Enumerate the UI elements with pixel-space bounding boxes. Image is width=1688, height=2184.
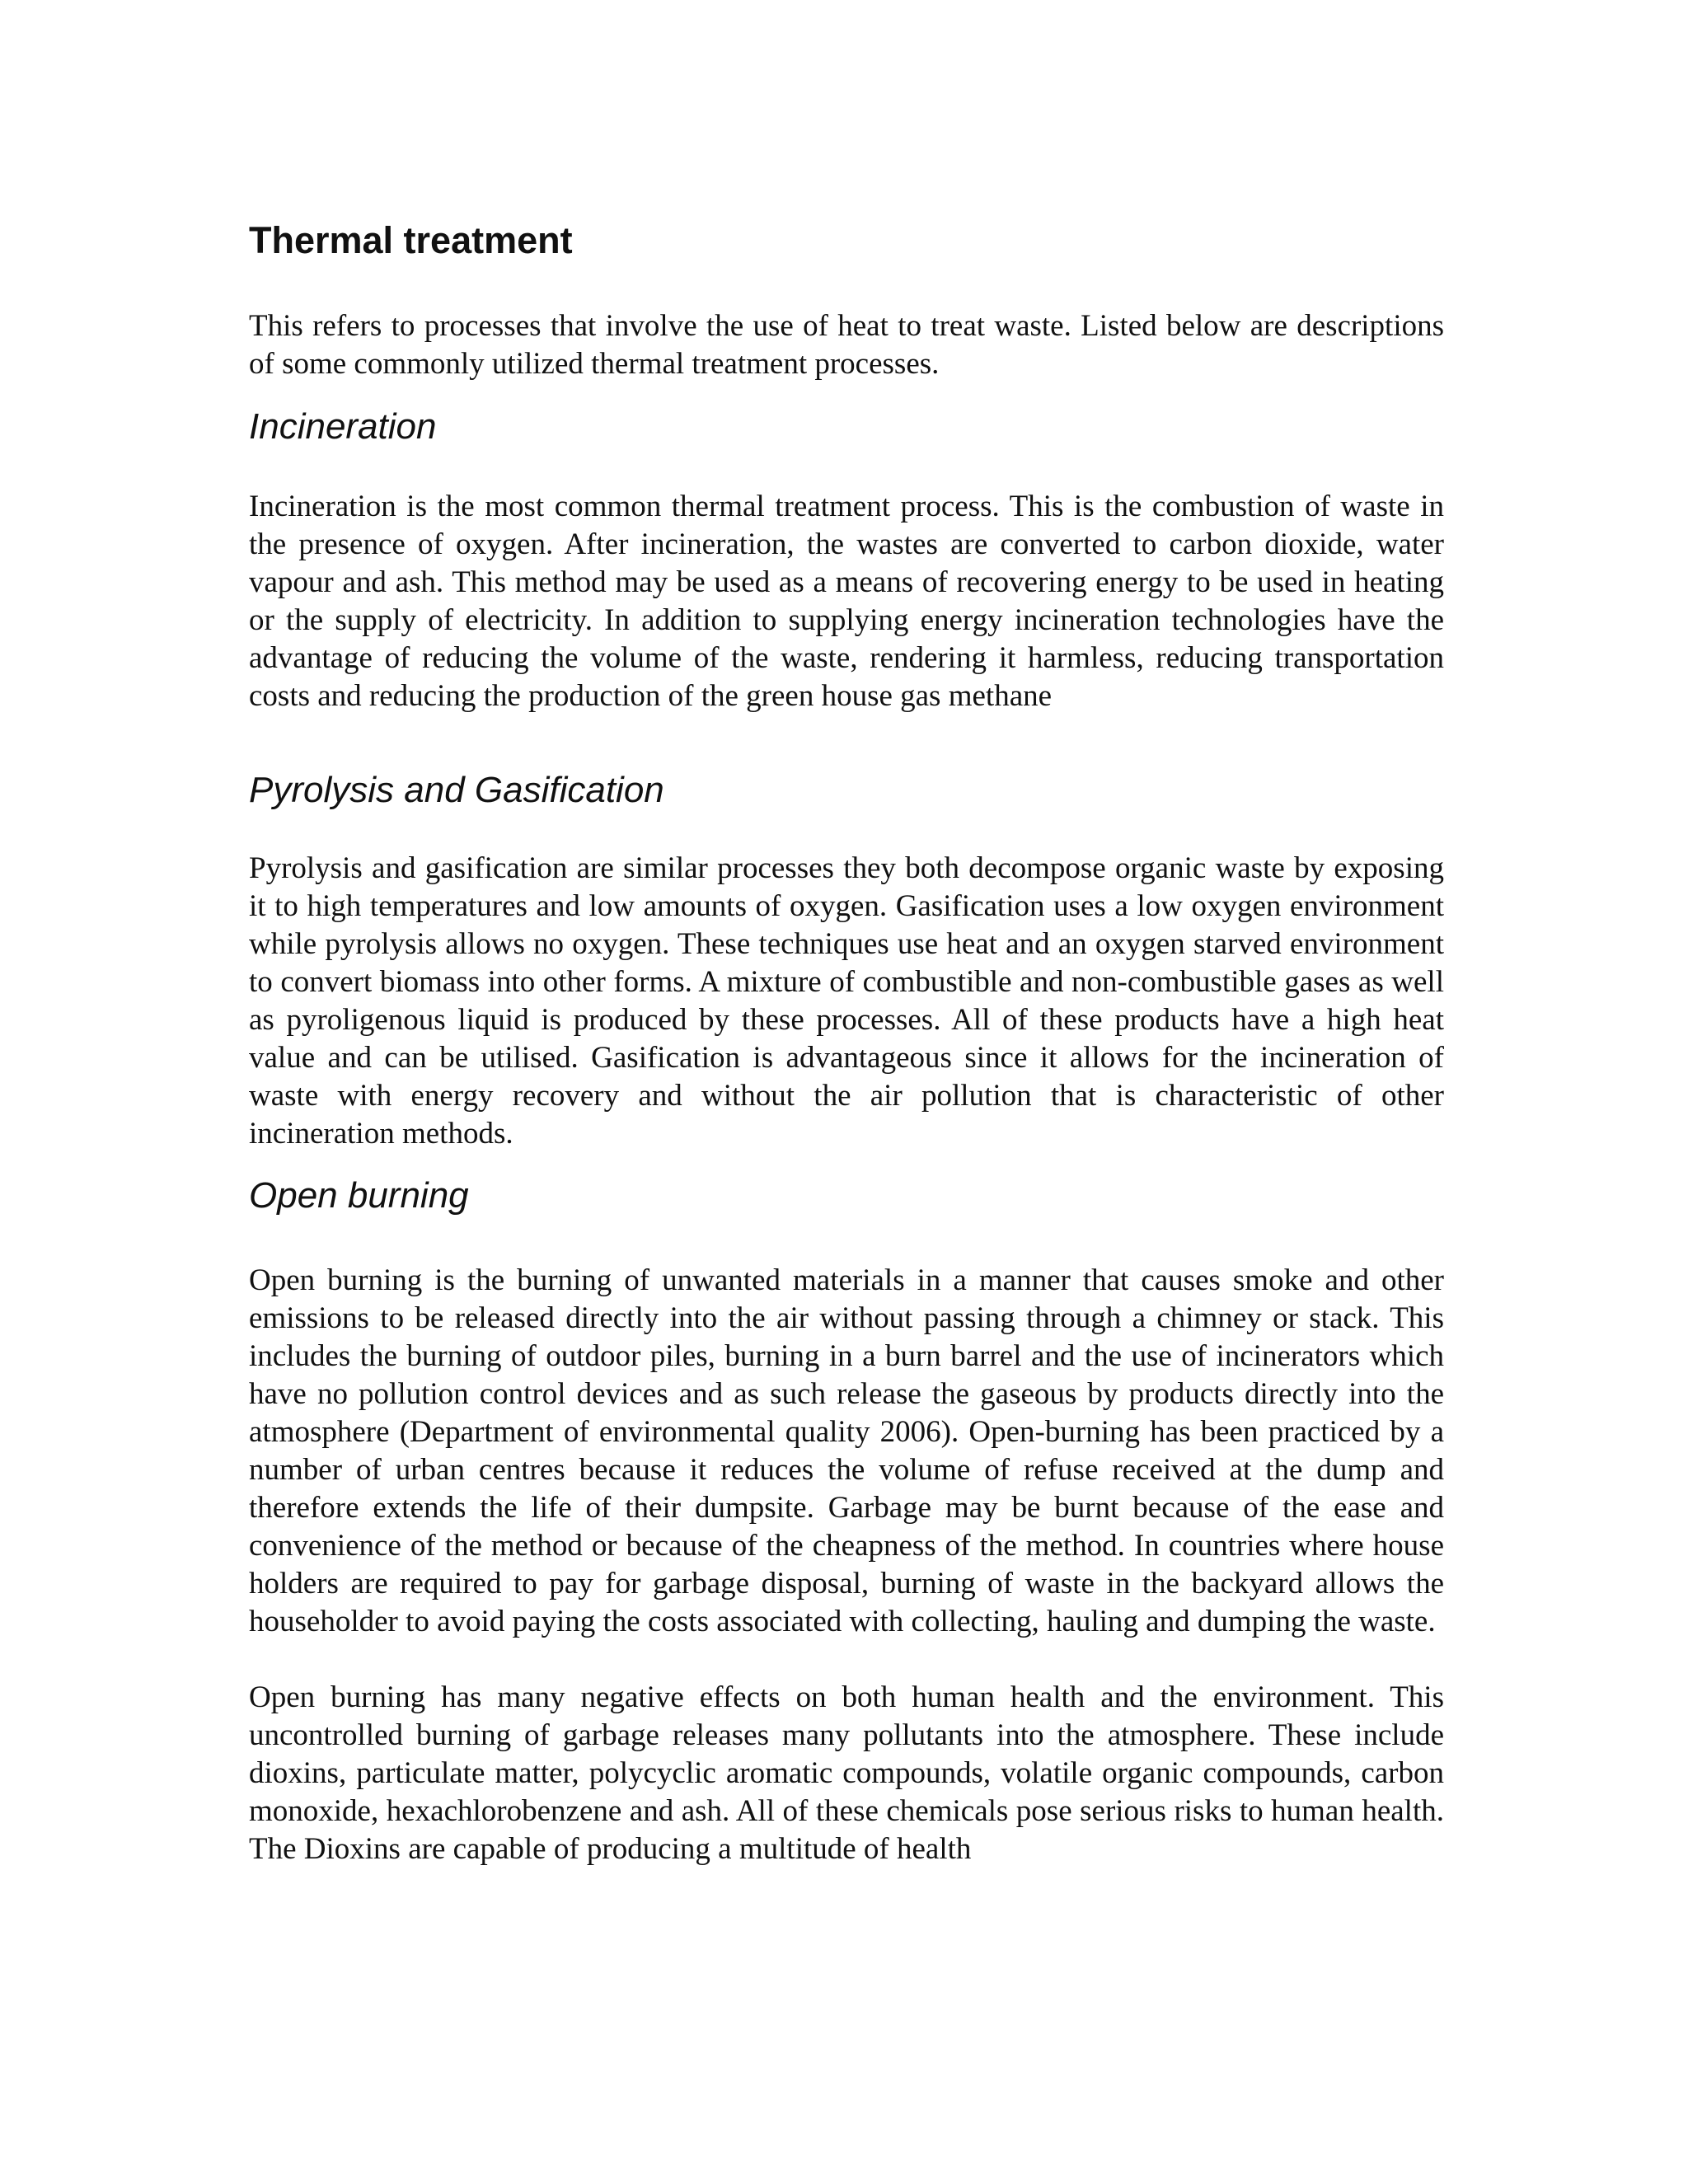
intro-paragraph: This refers to processes that involve the use of heat to treat waste. Listed below are descriptions of some commonly utilized thermal treatment processes.	[249, 309, 1444, 381]
paragraph-open-burning-2: Open burning has many negative effects on both human health and the environment. This uncontrolled burning of garbage releases many pollutants into the atmosphere. These include dioxins, particulate matter, polycyclic aromatic compounds, volatile organic compounds, carbon monoxide, hexachlorobenzene and ash. All of these chemicals pose serious risks to human health. The Dioxins are capable of producing a multitude of health	[249, 1680, 1444, 1866]
section-heading-incineration: Incineration	[249, 406, 437, 447]
document-body	[249, 216, 1444, 1868]
page-title: Thermal treatment	[249, 219, 573, 261]
section-heading-open-burning: Open burning	[249, 1175, 469, 1216]
paragraph-incineration: Incineration is the most common thermal treatment process. This is the combustion of waste in the presence of oxygen. After incineration, the wastes are converted to carbon dioxide, water vapour and ash. This method may be used as a means of recovering energy to be used in heating or the supply of electricity. In addition to supplying energy incineration technologies have the advantage of reducing the volume of the waste, rendering it harmless, reducing transportation costs and reducing the production of the green house gas methane	[249, 490, 1444, 713]
paragraph-pyrolysis-gasification: Pyrolysis and gasification are similar processes they both decompose organic waste by exposing it to high temperatures and low amounts of oxygen. Gasification uses a low oxygen environment while pyrolysis allows no oxygen. These techniques use heat and an oxygen starved environment to convert biomass into other forms. A mixture of combustible and non-combustible gases as well as pyroligenous liquid is produced by these processes. All of these products have a high heat value and can be utilised. Gasification is advantageous since it allows for the incineration of waste with energy recovery and without the air pollution that is characteristic of other incineration methods.	[249, 851, 1444, 1151]
section-heading-pyrolysis-gasification: Pyrolysis and Gasification	[249, 770, 664, 810]
paragraph-open-burning-1: Open burning is the burning of unwanted materials in a manner that causes smoke and other emissions to be released directly into the air without passing through a chimney or stack. This includes the burning of outdoor piles, burning in a burn barrel and the use of incinerators which have no pollution control devices and as such release the gaseous by products directly into the atmosphere (Department of environmental quality 2006). Open-burning has been practiced by a number of urban centres because it reduces the volume of refuse received at the dump and therefore extends the life of their dumpsite. Garbage may be burnt because of the ease and convenience of the method or because of the cheapness of the method. In countries where house holders are required to pay for garbage disposal, burning of waste in the backyard allows the householder to avoid paying the costs associated with collecting, hauling and dumping the waste.	[249, 1263, 1444, 1638]
